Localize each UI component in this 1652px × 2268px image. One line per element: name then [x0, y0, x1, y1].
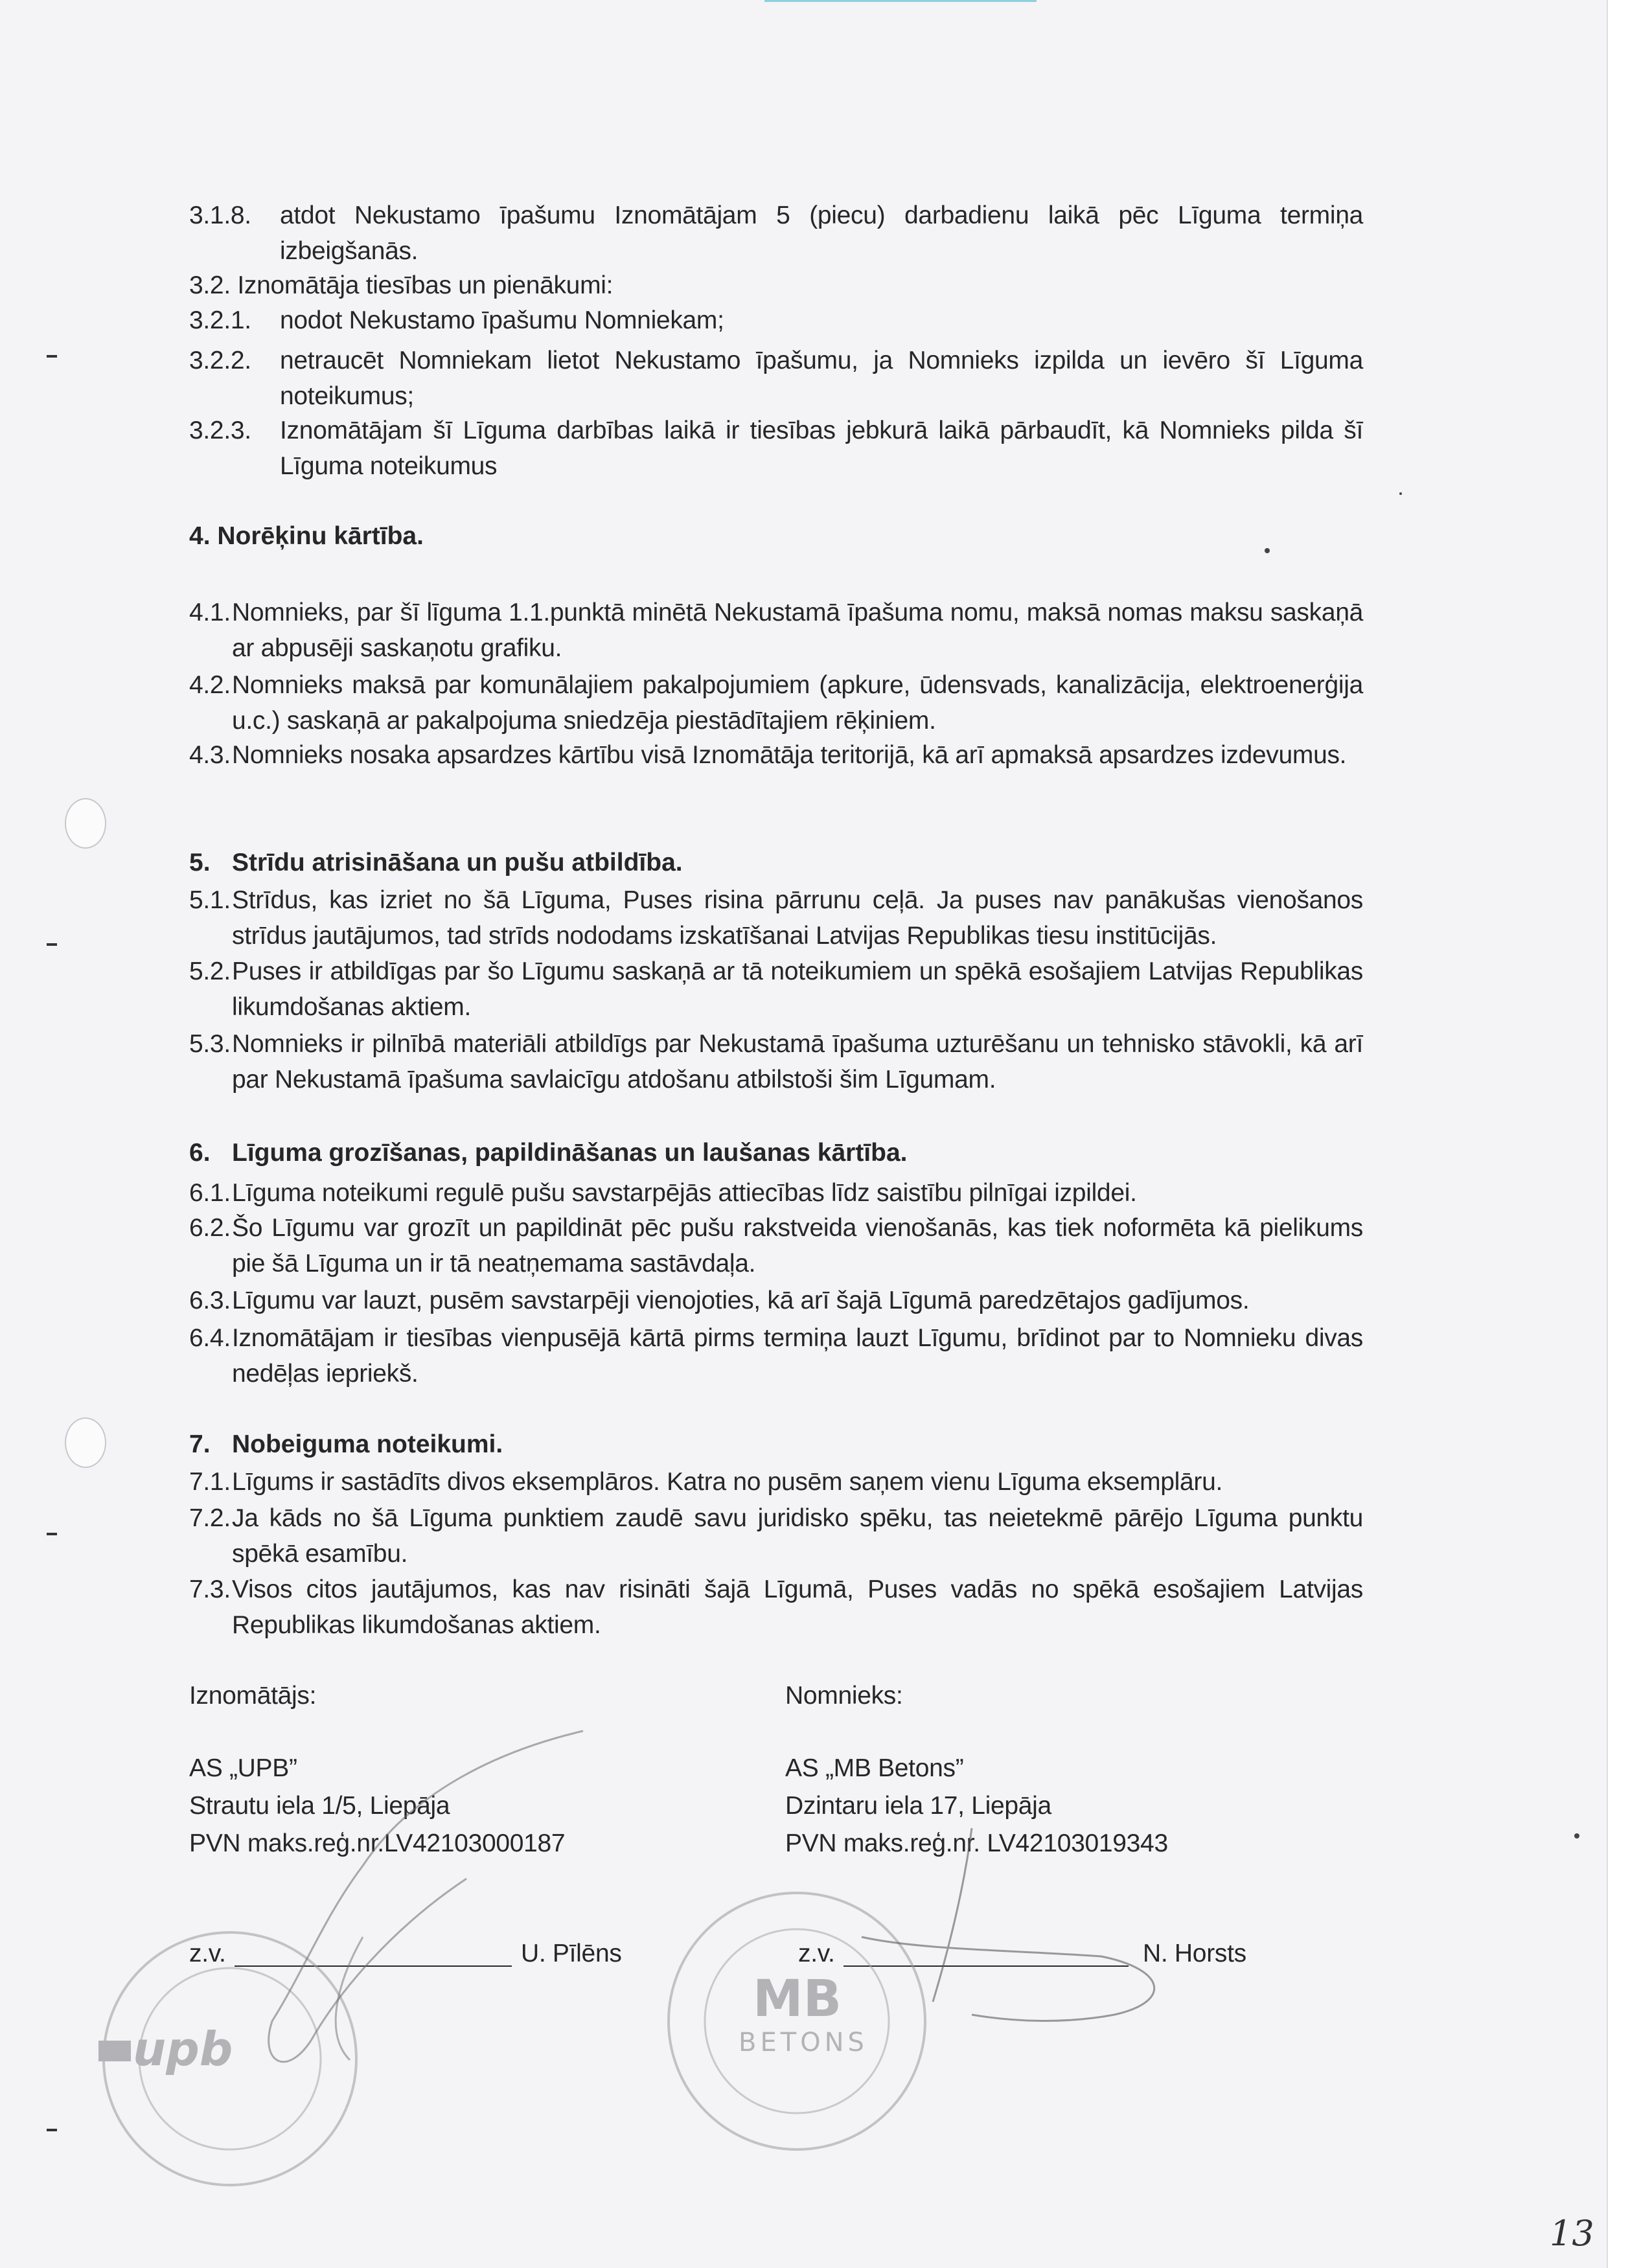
clause-number: 4.1.: [189, 599, 231, 626]
clause-text: Nomnieks maksā par komunālajiem pakalpojumiem (apkure, ūdensvads, kanalizācija, elektroenerģija u.c.) saskaņā ar pakalpojuma sniedzēja piestādītajiem rēķiniem.: [232, 671, 1363, 735]
section-heading: 4. Norēķinu kārtība.: [189, 522, 424, 550]
clause-number: 4.2.: [189, 671, 231, 699]
mb-stamp-logo: MB: [753, 1970, 842, 2028]
clause-text: Ja kāds no šā Līguma punktiem zaudē savu juridisko spēku, tas neietekmē pārējo Līguma punktu spēkā esamību.: [232, 1504, 1363, 1568]
lessee-seal-label: z.v.: [798, 1940, 835, 1967]
clause-number: 6.4.: [189, 1324, 231, 1352]
clause-number: 6.3.: [189, 1287, 231, 1314]
upb-logo-bars-icon: [98, 2041, 131, 2061]
clause-text: nodot Nekustamo īpašumu Nomniekam;: [280, 306, 724, 334]
clause-number: 4.3.: [189, 741, 231, 769]
clause-number: 7.2.: [189, 1504, 231, 1532]
lessee-company: AS „MB Betons”: [785, 1754, 964, 1782]
clause-number: 3.1.8.: [189, 201, 251, 229]
clause-number: 5.3.: [189, 1030, 231, 1058]
upb-stamp-logo: upb: [133, 2022, 233, 2076]
clause-text: Līgums ir sastādīts divos eksemplāros. Katra no pusēm saņem vienu Līguma eksemplāru.: [232, 1468, 1223, 1496]
mb-stamp-subtitle: BETONS: [739, 2028, 868, 2057]
clause-number: 3.2.3.: [189, 417, 251, 444]
section-title: Nobeiguma noteikumi.: [232, 1430, 503, 1458]
clause-text: Iznomātājam ir tiesības vienpusējā kārtā pirms termiņa lauzt Līgumu, brīdinot par to Nomnieku divas nedēļas iepriekš.: [232, 1324, 1363, 1388]
clause-text: atdot Nekustamo īpašumu Iznomātājam 5 (piecu) darbadienu laikā pēc Līguma termiņa izbeigšanās.: [280, 201, 1363, 265]
clause-text: Visos citos jautājumos, kas nav risināti šajā Līgumā, Puses vadās no spēkā esošajiem Latvijas Republikas likumdošanas aktiem.: [232, 1575, 1363, 1639]
lessee-address: Dzintaru iela 17, Liepāja: [785, 1792, 1051, 1820]
section-number: 5.: [189, 849, 211, 876]
clause-text: Nomnieks, par šī līguma 1.1.punktā minētā Nekustamā īpašuma nomu, maksā nomas maksu saskaņā ar abpusēji saskaņotu grafiku.: [232, 599, 1363, 662]
lessee-handwritten-signature: [862, 1828, 1154, 2021]
clause-number: 6.1.: [189, 1179, 231, 1207]
lessor-handwritten-signature: [269, 1731, 583, 2062]
section-title: Līguma grozīšanas, papildināšanas un laušanas kārtība.: [232, 1139, 908, 1167]
handwritten-page-number: 13: [1550, 2213, 1594, 2254]
upb-stamp: [98, 1932, 356, 2185]
clause-text: Līguma noteikumi regulē pušu savstarpējās attiecības līdz saistību pilnīgai izpildei.: [232, 1179, 1137, 1207]
section-number: 7.: [189, 1430, 211, 1458]
subsection-title: 3.2. Iznomātāja tiesības un pienākumi:: [189, 271, 614, 299]
clause-number: 6.2.: [189, 1214, 231, 1242]
lessor-address: Strautu iela 1/5, Liepāja: [189, 1792, 450, 1820]
mb-betons-stamp: [669, 1893, 925, 2149]
lessee-signer: N. Horsts: [1143, 1940, 1246, 1967]
clause-text: netraucēt Nomniekam lietot Nekustamo īpašumu, ja Nomnieks izpilda un ievēro šī Līguma noteikumus;: [280, 347, 1363, 410]
lessor-signer: U. Pīlēns: [521, 1940, 622, 1967]
clause-number: 5.1.: [189, 886, 231, 914]
clause-text: Nomnieks ir pilnībā materiāli atbildīgs par Nekustamā īpašuma uzturēšanu un tehnisko stāvokli, kā arī par Nekustamā īpašuma savlaicīgu atdošanu atbilstoši šim Līgumam.: [232, 1030, 1363, 1094]
clause-text: Līgumu var lauzt, pusēm savstarpēji vienojoties, kā arī šajā Līgumā paredzētajos gadījumos.: [232, 1287, 1250, 1314]
section-number: 6.: [189, 1139, 211, 1167]
clause-text: Strīdus, kas izriet no šā Līguma, Puses risina pārrunu ceļā. Ja puses nav panākušas vienošanos strīdus jautājumos, tad strīds nododams izskatīšanai Latvijas Republikas tiesu institūcijās.: [232, 886, 1363, 950]
clause-number: 5.2.: [189, 957, 231, 985]
lessee-role: Nomnieks:: [785, 1682, 903, 1710]
clause-text: Iznomātājam šī Līguma darbības laikā ir tiesības jebkurā laikā pārbaudīt, kā Nomnieks pilda šī Līguma noteikumus: [280, 417, 1363, 480]
clause-text: Puses ir atbildīgas par šo Līgumu saskaņā ar tā noteikumiem un spēkā esošajiem Latvijas Republikas likumdošanas aktiem.: [232, 957, 1363, 1021]
lessor-role: Iznomātājs:: [189, 1682, 317, 1710]
section-title: Strīdu atrisināšana un pušu atbildība.: [232, 849, 683, 876]
clause-number: 7.3.: [189, 1575, 231, 1603]
lessor-company: AS „UPB”: [189, 1754, 297, 1782]
lessor-vat: PVN maks.reģ.nr.LV42103000187: [189, 1829, 566, 1857]
clause-number: 3.2.2.: [189, 347, 251, 374]
clause-text: Šo Līgumu var grozīt un papildināt pēc pušu rakstveida vienošanās, kas tiek noformēta kā pielikums pie šā Līguma un ir tā neatņemama sastāvdaļa.: [232, 1214, 1363, 1277]
clause-number: 7.1.: [189, 1468, 231, 1496]
lessee-vat: PVN maks.reģ.nr. LV42103019343: [785, 1829, 1168, 1857]
clause-number: 3.2.1.: [189, 306, 251, 334]
clause-text: Nomnieks nosaka apsardzes kārtību visā Iznomātāja teritorijā, kā arī apmaksā apsardzes izdevumus.: [232, 741, 1347, 769]
lessor-seal-label: z.v.: [189, 1940, 226, 1967]
